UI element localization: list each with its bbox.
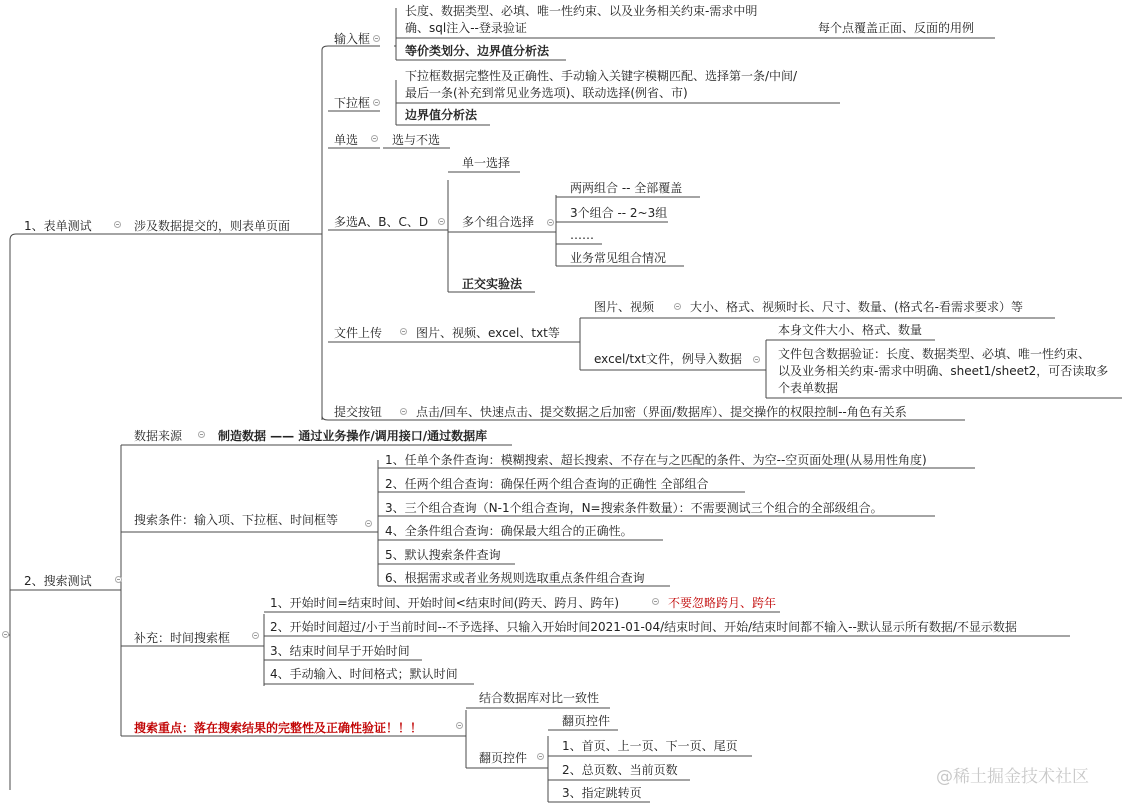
multi-combo-choice: 多个组合选择 (462, 215, 535, 229)
multi-common-combo: 业务常见组合情况 (570, 251, 667, 265)
upload-content-line2: 以及业务相关约束-需求中明确、sheet1/sheet2，可否读取多 (778, 364, 1109, 378)
topic-multi-select: 多选A、B、C、D (334, 215, 429, 229)
collapse-icon[interactable] (115, 576, 122, 583)
condition-item: 6、根据需求或者业务规则选取重点条件组合查询 (385, 571, 645, 585)
dropdown-checks-line1: 下拉框数据完整性及正确性、手动输入关键字模糊匹配、选择第一条/中间/ (405, 69, 798, 83)
focus-db-compare: 结合数据库对比一致性 (479, 691, 600, 705)
single-select-desc: 选与不选 (392, 133, 441, 147)
time-warning: 不要忽略跨月、跨年 (668, 596, 777, 610)
collapse-icon[interactable] (373, 35, 380, 42)
pager-item: 3、指定跳转页 (562, 786, 642, 800)
multi-orthogonal-method: 正交实验法 (462, 277, 523, 291)
pager-control: 翻页控件 (562, 714, 611, 728)
upload-content-line3: 个表单数据 (778, 381, 839, 395)
collapse-icon[interactable] (456, 722, 463, 729)
collapse-icon[interactable] (400, 328, 407, 335)
topic-file-upload: 文件上传 (334, 326, 383, 340)
focus-pager: 翻页控件 (479, 751, 528, 765)
collapse-icon[interactable] (674, 303, 681, 310)
condition-item: 2、任两个组合查询：确保任两个组合查询的正确性 全部组合 (385, 477, 709, 491)
pager-item: 2、总页数、当前页数 (562, 763, 678, 777)
collapse-icon[interactable] (371, 135, 378, 142)
multi-single-choice: 单一选择 (462, 156, 511, 170)
topic-input-box: 输入框 (334, 32, 371, 46)
time-item: 2、开始时间超过/小于当前时间--不予选择、只输入开始时间2021-01-04/结束时间、开始/结束时间都不输入--默认显示所有数据/不显示数据 (270, 620, 1017, 634)
collapse-icon[interactable] (652, 598, 659, 605)
collapse-icon[interactable] (438, 218, 445, 225)
collapse-icon[interactable] (537, 753, 544, 760)
submit-checks: 点击/回车、快速点击、提交数据之后加密（界面/数据库）、提交操作的权限控制--角色有关系 (416, 405, 907, 419)
collapse-icon[interactable] (373, 99, 380, 106)
upload-image-video: 图片、视频 (594, 300, 655, 314)
collapse-icon[interactable] (114, 221, 121, 228)
condition-item: 1、任单个条件查询：模糊搜索、超长搜索、不存在与之匹配的条件、为空--空页面处理(从易用性角度) (385, 453, 927, 467)
topic-single-select: 单选 (334, 133, 359, 147)
watermark: @稀土掘金技术社区 (936, 767, 1089, 787)
topic-search-conditions: 搜索条件：输入项、下拉框、时间框等 (134, 513, 339, 527)
pager-item: 1、首页、上一页、下一页、尾页 (562, 739, 738, 753)
collapse-icon[interactable] (2, 631, 9, 638)
condition-item: 5、默认搜索条件查询 (385, 548, 501, 562)
time-item: 4、手动输入、时间格式；默认时间 (270, 667, 458, 681)
topic-search-testing: 2、搜索测试 (24, 574, 92, 588)
upload-file-self-checks: 本身文件大小、格式、数量 (778, 323, 923, 337)
topic-dropdown: 下拉框 (334, 96, 371, 110)
dropdown-checks-line2: 最后一条(补充到常见业务选项)、联动选择(例省、市) (405, 86, 688, 100)
time-item: 3、结束时间早于开始时间 (270, 644, 410, 658)
collapse-icon[interactable] (547, 219, 554, 226)
input-checks-line2: 确、sql注入--登录验证 (405, 21, 527, 35)
data-source-desc: 制造数据 —— 通过业务操作/调用接口/通过数据库 (218, 429, 488, 443)
upload-excel-txt: excel/txt文件，例导入数据 (594, 352, 742, 366)
topic-time-search: 补充：时间搜索框 (134, 631, 231, 645)
input-checks-line1: 长度、数据类型、必填、唯一性约束、以及业务相关约束-需求中明 (405, 4, 758, 18)
condition-item: 3、三个组合查询（N-1个组合查询，N=搜索条件数量）：不需要测试三个组合的全部级组合。 (385, 501, 883, 515)
upload-types: 图片、视频、excel、txt等 (416, 326, 560, 340)
collapse-icon[interactable] (365, 520, 372, 527)
upload-content-line1: 文件包含数据验证：长度、数据类型、必填、唯一性约束、 (778, 347, 1091, 361)
dropdown-method: 边界值分析法 (405, 108, 478, 122)
collapse-icon[interactable] (400, 408, 407, 415)
topic-submit-button: 提交按钮 (334, 405, 383, 419)
upload-image-video-checks: 大小、格式、视频时长、尺寸、数量、(格式名-看需求要求）等 (690, 300, 1024, 314)
multi-ellipsis: …… (570, 228, 594, 242)
time-item: 1、开始时间=结束时间、开始时间<结束时间(跨天、跨月、跨年) (270, 596, 620, 610)
collapse-icon[interactable] (198, 431, 205, 438)
collapse-icon[interactable] (252, 632, 259, 639)
collapse-icon[interactable] (753, 356, 760, 363)
multi-three-combo: 3个组合 -- 2~3组 (570, 206, 668, 220)
input-method: 等价类划分、边界值分析法 (405, 44, 550, 58)
topic-data-source: 数据来源 (134, 429, 183, 443)
topic-search-focus: 搜索重点：落在搜索结果的完整性及正确性验证！！！ (134, 721, 423, 735)
multi-pairwise: 两两组合 -- 全部覆盖 (570, 181, 683, 195)
topic-form-scope: 涉及数据提交的，则表单页面 (134, 219, 291, 233)
topic-form-testing: 1、表单测试 (24, 219, 92, 233)
condition-item: 4、全条件组合查询：确保最大组合的正确性。 (385, 524, 633, 538)
input-cases-note: 每个点覆盖正面、反面的用例 (818, 21, 975, 35)
